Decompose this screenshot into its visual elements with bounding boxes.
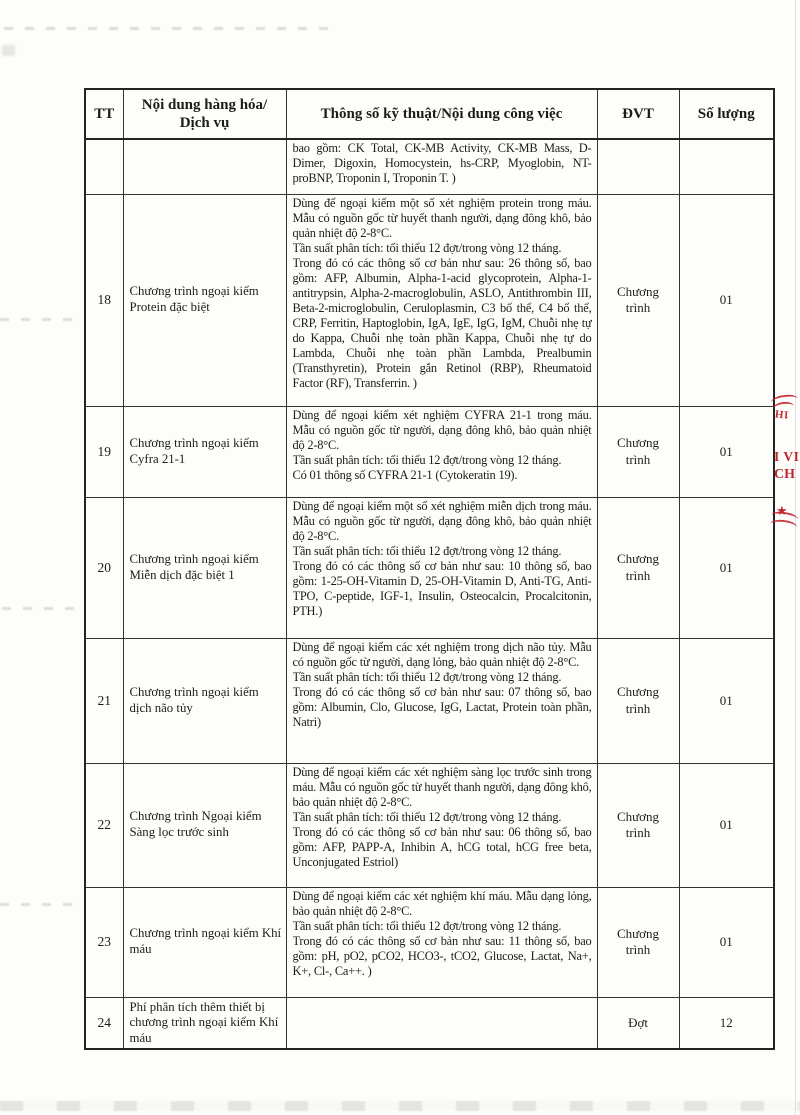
spec-paragraph: Tần suất phân tích: tối thiểu 12 đợt/trong vòng 12 tháng.: [292, 669, 562, 684]
item-name-cell: Chương trình ngoại kiểm Protein đặc biệt: [123, 194, 286, 406]
column-header-unit: ĐVT: [597, 89, 679, 139]
spec-paragraph: Dùng để ngoại kiểm một số xét nghiệm protein trong máu. Mẫu có nguồn gốc từ huyết thanh người, dạng đông khô, bảo quản nhiệt độ 2-8°C.: [292, 195, 592, 240]
table-row-23: [85, 887, 774, 997]
column-header-tt: TT: [85, 89, 123, 139]
quantity-cell: 01: [679, 497, 774, 638]
spec-paragraph: Có 01 thông số CYFRA 21-1 (Cytokeratin 19).: [292, 467, 518, 482]
stamp-text: 1H: [774, 407, 790, 421]
quantity-cell: 01: [679, 194, 774, 406]
column-header-item: Nội dung hàng hóa/ Dịch vụ: [123, 89, 286, 139]
item-name-cell: Chương trình ngoại kiểm Miễn dịch đặc biệt 1: [123, 497, 286, 638]
spec-cell: [286, 997, 597, 1049]
unit-cell: Chương trình: [597, 638, 679, 763]
spec-paragraph: Tần suất phân tích: tối thiểu 12 đợt/trong vòng 12 tháng.: [292, 240, 562, 255]
spec-cell: [286, 887, 597, 997]
item-name-cell: Phí phân tích thêm thiết bị chương trình ngoại kiểm Khí máu: [123, 997, 286, 1049]
quantity-cell: 01: [679, 406, 774, 497]
unit-cell: Chương trình: [597, 194, 679, 406]
item-name-cell: Chương trình ngoại kiểm Khí máu: [123, 887, 286, 997]
row-number-cell: 20: [85, 497, 123, 638]
spec-paragraph: Trong đó có các thông số cơ bản như sau: 11 thông số, bao gồm: pH, pO2, pCO2, HCO3-, tCO2, Glucose, Lactat, Na+, K+, Cl-, Ca++. ): [292, 933, 592, 978]
item-name-cell: [123, 139, 286, 194]
spec-paragraph: Tần suất phân tích: tối thiểu 12 đợt/trong vòng 12 tháng.: [292, 452, 562, 467]
table-header-row: [85, 89, 774, 139]
unit-cell: [597, 139, 679, 194]
spec-paragraph: bao gồm: CK Total, CK-MB Activity, CK-MB Mass, D-Dimer, Digoxin, Homocystein, hs-CRP, Myoglobin, NT-proBNP, Troponin I, Troponin T. ): [292, 141, 592, 186]
unit-cell: Chương trình: [597, 763, 679, 887]
stamp-text: CH: [774, 467, 795, 482]
table-row-18: [85, 194, 774, 406]
spec-paragraph: Dùng để ngoại kiểm các xét nghiệm khí máu. Mẫu dạng lỏng, bảo quản nhiệt độ 2-8°C.: [292, 888, 592, 918]
table-row-continuation: [85, 139, 774, 194]
spec-paragraph: Trong đó có các thông số cơ bản như sau: 10 thông số, bao gồm: 1-25-OH-Vitamin D, 25-OH-Vitamin D, Anti-TG, Anti-TPO, C-peptide, IGF-1, Insulin, Osteocalcin, Procalcitonin, PTH.): [292, 558, 592, 618]
scan-artifact: [2, 45, 15, 56]
scan-artifact: [0, 318, 82, 321]
stamp-text: I VI: [774, 449, 800, 464]
spec-cell: [286, 497, 597, 638]
spec-cell: [286, 406, 597, 497]
spec-paragraph: Trong đó có các thông số cơ bản như sau: 26 thông số, bao gồm: AFP, Albumin, Alpha-1-acid glycoprotein, Alpha-1-antitrypsin, Alpha-2-macroglobulin, ASLO, Antithrombin III, Beta-2-microglobulin, Ceruloplasmin, C3 bổ thể, C4 bổ thể, CRP, Ferritin, Haptoglobin, IgA, IgE, IgG, IgM, Chuỗi nhẹ tự do Kappa, Chuỗi nhẹ toàn phần Kappa, Chuỗi nhẹ tự do Lambda, Chuỗi nhẹ toàn phần Lambda, Prealbumin (Transthyretin), Protein gắn Retinol (RBP), Rheumatoid Factor (RF), Transferrin. ): [292, 255, 592, 391]
row-number-cell: 22: [85, 763, 123, 887]
table-row-22: [85, 763, 774, 887]
column-header-spec: Thông số kỹ thuật/Nội dung công việc: [286, 89, 597, 139]
item-name-cell: Chương trình Ngoại kiểm Sàng lọc trước sinh: [123, 763, 286, 887]
row-number-cell: [85, 139, 123, 194]
row-number-cell: 23: [85, 887, 123, 997]
scan-artifact: [4, 27, 334, 30]
row-number-cell: 18: [85, 194, 123, 406]
table-row-19: [85, 406, 774, 497]
row-number-cell: 19: [85, 406, 123, 497]
quantity-cell: 12: [679, 997, 774, 1049]
quantity-cell: 01: [679, 763, 774, 887]
scan-artifact: [2, 607, 80, 610]
unit-cell: Chương trình: [597, 887, 679, 997]
column-header-quantity: Số lượng: [679, 89, 774, 139]
spec-paragraph: Trong đó có các thông số cơ bản như sau: 07 thông số, bao gồm: Albumin, Clo, Glucose, IgG, Lactat, Protein toàn phần, Natri): [292, 684, 592, 729]
spec-cell: [286, 139, 597, 194]
row-number-cell: 21: [85, 638, 123, 763]
star-icon: ★: [776, 503, 788, 518]
scan-artifact: [795, 0, 796, 1115]
table-row-20: [85, 497, 774, 638]
table-row-21: [85, 638, 774, 763]
spec-paragraph: Dùng để ngoại kiểm các xét nghiệm trong dịch não tủy. Mẫu có nguồn gốc từ người, dạng lỏng, bảo quản nhiệt độ 2-8°C.: [292, 639, 592, 669]
quantity-cell: [679, 139, 774, 194]
spec-paragraph: Dùng để ngoại kiểm một số xét nghiệm miễn dịch trong máu. Mẫu có nguồn gốc từ người, dạng đông khô, bảo quản nhiệt độ 2-8°C.: [292, 498, 592, 543]
spec-paragraph: Dùng để ngoại kiểm xét nghiệm CYFRA 21-1 trong máu. Mẫu có nguồn gốc từ người, dạng đông khô, bảo quản nhiệt độ 2-8°C.: [292, 407, 592, 452]
stamp-fragment: [770, 388, 800, 540]
quantity-cell: 01: [679, 887, 774, 997]
item-name-cell: Chương trình ngoại kiểm dịch não tủy: [123, 638, 286, 763]
table-row-24: [85, 997, 774, 1049]
unit-cell: Chương trình: [597, 497, 679, 638]
spec-cell: [286, 763, 597, 887]
procurement-table: [84, 88, 775, 1050]
unit-cell: Đợt: [597, 997, 679, 1049]
spec-cell: [286, 194, 597, 406]
unit-cell: Chương trình: [597, 406, 679, 497]
row-number-cell: 24: [85, 997, 123, 1049]
scan-artifact: [0, 903, 78, 906]
spec-paragraph: Tần suất phân tích: tối thiểu 12 đợt/trong vòng 12 tháng.: [292, 918, 562, 933]
spec-cell: [286, 638, 597, 763]
spec-paragraph: Tần suất phân tích: tối thiểu 12 đợt/trong vòng 12 tháng.: [292, 809, 562, 824]
spec-paragraph: Tần suất phân tích: tối thiểu 12 đợt/trong vòng 12 tháng.: [292, 543, 562, 558]
item-name-cell: Chương trình ngoại kiểm Cyfra 21-1: [123, 406, 286, 497]
spec-paragraph: Dùng để ngoại kiểm các xét nghiệm sàng lọc trước sinh trong máu. Mẫu có nguồn gốc từ huyết thanh người, dạng đông khô, bảo quản nhiệt độ 2-8°C.: [292, 764, 592, 809]
quantity-cell: 01: [679, 638, 774, 763]
spec-paragraph: Trong đó có các thông số cơ bản như sau: 06 thông số, bao gồm: AFP, PAPP-A, Inhibin A, hCG total, hCG free beta, Unconjugated Estriol): [292, 824, 592, 869]
scan-artifact: [0, 1101, 800, 1111]
